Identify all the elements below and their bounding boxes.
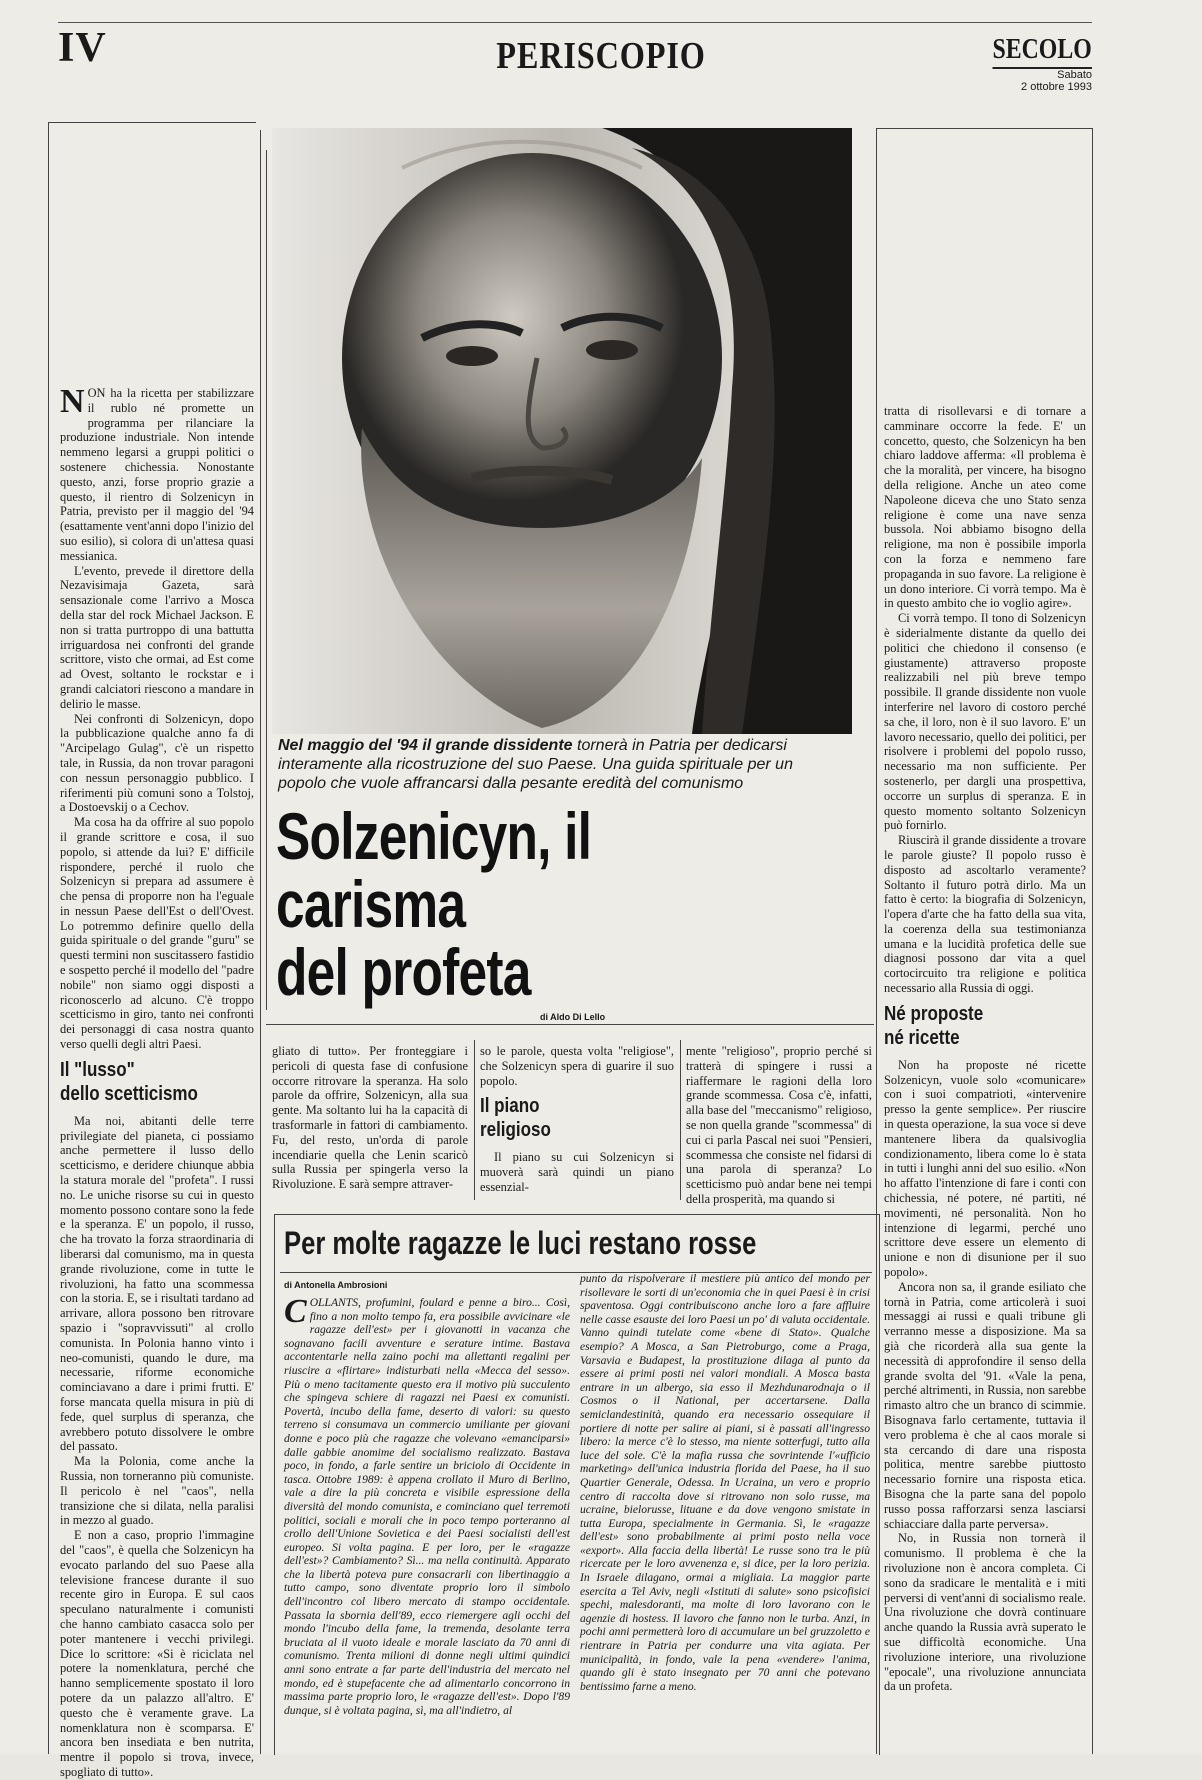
caption-lead: Nel maggio del '94 il grande dissidente [278,737,573,754]
photo-caption [278,736,838,793]
second-article-column-2 [580,1272,870,1752]
left-subhead-line-1: Il "lusso" [60,1058,135,1081]
right-paragraph-5: Ancora non sa, il grande esiliato che tornà in Patria, come articolerà i suoi messaggi ai russi e quali tribune gli verranno messe a disposizione. Ma sa già che ricorderà alla sua gente la necessità di approfondire il senso della grande svolta del '91. «Vale la pena, perché altrimenti, in Russia, non sarebbe rimasto altro che un branco di scimmie. Bisognava farlo certamente, tuttavia il vero problema è che al caos morale si sta cercando di dare una risposta politica, mentre sarebbe piuttosto necessario fornire una risposta etica. Bisogna che la parte sana del popolo russo possa rafforzarsi senza lasciarsi schiacciare dalla parte perversa». [884,1279,1086,1531]
left-paragraph-1: ON ha la ricetta per stabilizzare il rublo né promette un programma per rilanciare la produzione industriale. Non intende nemmeno legarsi a gruppi politici o sostenere chichessia. Nonostante questo, anzi, forse proprio grazie a questo, il rientro di Solzenicyn in Patria, previsto per il maggio del '94 (esattamente vent'anni dopo l'inizio del suo esilio), si colora di un'attesa quasi messianica. [60,386,254,563]
second-article-text-2: punto da rispolverare il mestiere più antico del mondo per risollevare le sorti di un'economia che in quei Paesi è in crisi spaventosa. Oggi contribuiscono anche loro a fare affluire nelle casse esauste dei loro Paesi un po' di valuta occidentale. Vanno quindi tutelate come «bene di Stato». Qualche esempio? A Mosca, a San Pietroburgo, come a Praga, Varsavia e Budapest, la prostituzione dilaga al punto da essere ai primi posti nei valori mondiali. A Mosca basta entrare in un albergo, sia esso il Mezhdunarodnaja o il Cosmos o il National, per accertarsene. Dalla semiclandestinità, quando era necessario ossequiare il portiere di notte per salire ai piani, si è passati all'ingresso libero: la merce c'è lo stesso, ma niente sotterfugi, tutto alla luce del sole. C'è la mafia russa che sovrintende l'«ufficio marketing» dell'unica industria florida del Paese, ha il suo Quartier Generale, Odessa. In Ucraina, un vero e proprio centro di raccolta dove si ritrovano non solo russe, ma ucraine, bielorusse, lituane e da dove vengono smistate in tutta Europa, specialmente in Germania. Sì, le «ragazze dell'est» sono probabilmente ai primi posto nella voce «export». Alla faccia della libertà! Le russe sono tra le più ricercate per le loro avvenenza e, si dice, per la loro perizia. In Israele dilagano, ormai a migliaia. La maggior parte esercita a Tel Aviv, negli «Istituti di salute» sono psicofisici spechi, malesdoranti, ma molte di loro lavorano con le agenzie di hostess. Il lavoro che fanno non le turba. Anzi, in pochi anni permetterà loro di accumulare un bel gruzzoletto e rientrare in Patria per condurre una vita agiata. Per municipalità, in fondo, vale la pena «vendere» l'anima, quando gli è stato insegnato per 70 anni che potevano bentissimo farne a meno. [580,1272,870,1693]
section-title: PERISCOPIO [496,35,706,77]
left-paragraph-5: Ma noi, abitanti delle terre privilegiate del pianeta, ci possiamo anche permettere il lusso dello scetticismo, e deridere chiunque abbia la statura morale del "profeta". I russi no. Le uniche risorse su cui in questo momento possono contare sono la fede e la speranza. E' un popolo, il russo, che ha trovato la forza straordinaria di liberarsi dal comunismo, ma in questa grande rivoluzione, come in tutte le rivoluzioni, ha fatto una scommessa con la storia. E, se i risultati tardano ad arrivare, allora possono ben ritrovare spazio i "sopravvissuti" al crollo comunista. In Polonia hanno vinto i neo-comunisti, quando le dure, ma necessarie, riforme economiche cominciavano a dare i primi frutti. E' forse mancata quella misura in più di fede, quel surplus di speranza, che avrebbero potuto dissolvere le ombre del passato. [60,1113,254,1454]
dropcap: N [60,383,85,420]
headline-line-2: del profeta [276,935,531,1009]
right-subhead-line-2: né ricette [884,1026,960,1049]
right-column [884,404,1086,1752]
byline: di Aldo Di Lello [540,1012,606,1022]
left-paragraph-6: Ma la Polonia, come anche la Russia, non torneranno più comuniste. Il pericolo è nel "caos", nella transizione che si dilata, nella paralisi in mezzo al guado. [60,1454,254,1528]
headline-line-1: Solzenicyn, il carisma [276,799,592,941]
second-article-text-1: OLLANTS, profumini, foulard e penne a biro... Così, fino a non molto tempo fa, era possibile avvicinare «le ragazze dell'est» per i giovanotti in vacanza che sognavano facili avventure e serature intime. Bastava accontentarle nella zaino pochi ma allettanti regalini per riuscire a «flirtare» indisturbati nella «Mecca del sesso». Più o meno tacitamente questo era il motivo più succulento che spingeva schiere di ragazzi nei Paesi ex comunisti. Povertà, incubo della fame, deserto di valori: su questo terreno si consumava un commercio umiliante per giovani donne e poco più che ragazze che volevano «emanciparsi» dalle gabbie anomime del socialismo realizzato. Bastava poco, in fondo, a farle sentire un briciolo di Occidente in tasca. Ottobre 1989: è appena crollato il Muro di Berlino, vale a dire la più concreta e visibile espressione della diversità del mondo comunista, e cominciano quel terremoti politici, sociali e morali che in poco tempo porteranno al crollo dell'Unione Sovietica e dei Paesi socialisti dell'est europeo. Si volta pagina. E per loro, per le «ragazze dell'est»? Cambiamento? Sì... ma nella continuità. Apparato che la libertà poteva pure consacrarli con libertinaggio a tutto campo, sono diventate proprio loro il simbolo dell'incontro col libero mercato di stampo occidentale. Passata la sbornia dell'89, ecco riemergere agli occhi del mondo l'incubo della fame, la tremenda, desolante terra bruciata al il vuoto ideale e morale lasciato da 70 anni di comunismo. Trenta milioni di donne negli ultimi quindici anni sono entrate a far parte dell'industria del mercato nel mondo, ed è stupefacente che ad alimentarlo concorrono in massima parte proprio loro, le «ragazze dell'est». Dopo l'89 dunque, si è voltata pagina, sì, ma all'indietro, al [284,1296,570,1717]
left-paragraph-2: L'evento, prevede il direttore della Nezavisimaja Gazeta, sarà sensazionale come l'arrivo a Mosca della star del rock Michael Jackson. E non si tratta purtroppo di una battutta irriguardosa nei confronti del grande scrittore, visto che ormai, ad Est come ad Ovest, soltanto le rockstar e i grandi calciatori riescono a mandare in delirio le masse. [60,563,254,711]
center-paragraph-2a: so le parole, questa volta "religiose", che Solzenicyn spera di guarire il suo popolo. [480,1044,674,1088]
paper-name: SECOLO [993,34,1092,69]
left-subhead [60,1058,225,1106]
left-paragraph-4: Ma cosa ha da offrire al suo popolo il grande scrittore e cosa, il suo popolo, si attende da lui? E' difficile rispondere, perché il ruolo che Solzenicyn si prepara ad assumere è che pensa di proporre non ha l'eguale in nessun Paese dell'Est o dell'Ovest. Lo potremmo definire quello della guida spirituale o del grande "guru" se questi termini non suscitassero fastidio e sospetto perché il modello del "padre nobile" non siamo oggi disposti a riconoscerlo ad alcuno. C'è troppo scetticismo in giro, tanto nei confronti dei personaggi di casa nostra quanto verso quelli degli altri Paesi. [60,815,254,1052]
center-col-divider-1 [474,1040,475,1200]
masthead [975,34,1092,93]
right-col-top-rule [876,128,1092,129]
left-paragraph-7: E non a caso, proprio l'immagine del "caos", è quella che Solzenicyn ha evocato parlando del suo Paese alla televisione francese durante il suo recente giro in Europa. E sul caos speculano naturalmente i comunisti che hanno cambiato casacca solo per poter mantenere i vecchi privilegi. Dice lo scrittore: «Si è riciclata nel potere la nomenklatura, perché che hanno semplicemente spostato il loro potere da un palazzo all'altro. E' questo che è veramente grave. La nomenklatura non è scomparsa. E' ancora ben insediata e ben nutrita, mentre il popolo si trova, invece, spogliato di tutto». [60,1528,254,1779]
caption-text: tornerà in Patria per dedicarsi interamente alla ricostruzione del suo Paese. Una guida spirituale per un popolo che vuole affrancarsi dalla pesante eredità del comunismo [278,737,793,792]
left-subhead-line-2: dello scetticismo [60,1082,198,1105]
top-rule [58,22,1092,23]
right-paragraph-4: Non ha proposte né ricette Solzenicyn, vuole solo «comunicare» con i suoi compatrioti, «intervenire presso la gente semplice». Per riuscire in questa operazione, la sua voce si deve mantenere libera da qualsivoglia condizionamento, libera come lo è stata in tutti i lunghi anni del suo esilio. «Non ho affatto l'intenzione di fare i conti con chichessia, né potere, né partiti, né movimenti, né personalità. Non ho intenzione di legarmi, perché uno scrittore deve essere un elemento di unione e non di disunione per il suo popolo». [884,1057,1086,1280]
center-paragraph-1: gliato di tutto». Per fronteggiare i pericoli di questa fase di confusione occorre ritrovare la speranza. Ha solo parole da offrire, Solzenicyn, alla sua gente. Ma soltanto lui ha la capacità di trasformarle in fattori di cambiamento. Fu, del resto, un'orda di parole incendiarie quella che Lenin scaricò sulla Russia per spingerla verso la Rivoluzione. E sarà sempre attraver- [272,1044,468,1192]
right-paragraph-3: Riuscirà il grande dissidente a trovare le parole giuste? Il popolo russo è disposto ad ascoltarlo veramente? Soltanto il futuro potrà dirlo. Ma un fatto è certo: la biografia di Solzenicyn, l'opera d'arte che ha fatto della sua vita, la coerenza della sua testimonianza umana e la lucidità profetica delle sue diagnosi possono dar vita a quel cortocircuito tra religione e politica necessario alla Russia di oggi. [884,833,1086,996]
second-article-headline: Per molte ragazze le luci restano rosse [284,1225,757,1261]
right-paragraph-6: No, in Russia non tornerà il comunismo. Il problema è che la rivoluzione non è ancora completa. Ci sono da sradicare le mentalità e i miti perversi di vent'anni di socialismo reale. Una rivoluzione che dovrà continuare anche quando la Russia avrà superato le sue difficoltà economiche. Una rivoluzione interiore, una rivoluzione "epocale", una rivoluzione annunciata da un profeta. [884,1531,1086,1694]
page-number: IV [58,25,107,71]
left-col-left-rule [48,122,49,1754]
left-col-right-rule [260,130,261,1754]
center-subhead-line-2: religioso [480,1119,551,1142]
left-col-top-rule [48,122,256,123]
second-article-dropcap: C [284,1293,307,1330]
right-subhead [884,1002,1056,1050]
center-subhead [480,1094,645,1142]
right-subhead-line-1: Né proposte [884,1002,984,1025]
center-paragraph-3: mente "religioso", proprio perché si tratterà di spingere i russi a riaffermare le ragioni della loro grande scommessa. Cosa c'è, infatti, alla base del "meccanismo" religioso, se non quella grande "scommessa" di cui ci parla Pascal nei suoi "Pensieri, scommessa che consiste nel fidarsi di una parola di speranza? Lo scetticismo può andar bene nei tempi della prosperità, ma quando si [686,1044,872,1206]
portrait-photo [272,128,852,734]
issue-day: Sabato [1057,69,1092,81]
right-paragraph-2: Ci vorrà tempo. Il tono di Solzenicyn è siderialmente distante da quello dei politici che chiedono il consenso (e giustamente) attraverso proposte realizzabili nel più breve tempo possibile. Il grande dissidente non vuole interferire nel lavoro di costoro perché sa che, il loro, non è il suo lavoro. E' un lavoro necessario, quello dei politici, per risolvere i problemi del popolo russo, necessario ma non sufficiente. Per sostenerlo, per dargli una prospettiva, occorre un surplus di speranza. E in questo momento soltanto Solzenicyn può fornirlo. [884,611,1086,833]
issue-date: 2 ottobre 1993 [1021,81,1092,93]
center-left-rule [266,150,267,1010]
portrait-photo-icon [272,128,852,734]
second-article-column-1 [284,1293,570,1752]
center-col-divider-2 [680,1040,681,1200]
left-column [60,383,254,1779]
center-byline-rule [266,1024,874,1025]
center-paragraph-2b: Il piano su cui Solzenicyn si muoverà sarà quindi un piano essenzial- [480,1150,674,1194]
right-paragraph-1: tratta di risollevarsi e di tornare a camminare occorre la fede. E' un concetto, questo, che Solzenicyn ha ben chiaro laddove afferma: «Il problema è che la moralità, per vincere, ha bisogno della religione. Anche un ateo come Napoleone diceva che uno Stato senza religione è come una nave senza bussola. Noi abbiamo bisogno della religione, ma non è possibile imporla con la forza e nemmeno fare propaganda in suo favore. La religione è un dono interiore. Ci vorrà tempo. Ma è in questo ambito che io voglio agire». [884,404,1086,611]
center-column-2 [480,1044,674,1204]
left-paragraph-3: Nei confronti di Solzenicyn, dopo la pubblicazione qualche anno fa di "Arcipelago Gulag", c'è un rispetto tale, in Russia, da non trovar paragoni con nessun personaggio pubblico. I riferimenti più comuni sono a Tolstoj, a Dostoevskij o a Cechov. [60,711,254,815]
center-subhead-line-1: Il piano [480,1095,540,1118]
second-article-byline: di Antonella Ambrosioni [284,1280,388,1290]
center-column-1 [272,1044,468,1204]
main-headline [276,799,744,1009]
center-column-3 [686,1044,872,1204]
right-col-right-rule [1092,128,1093,1754]
